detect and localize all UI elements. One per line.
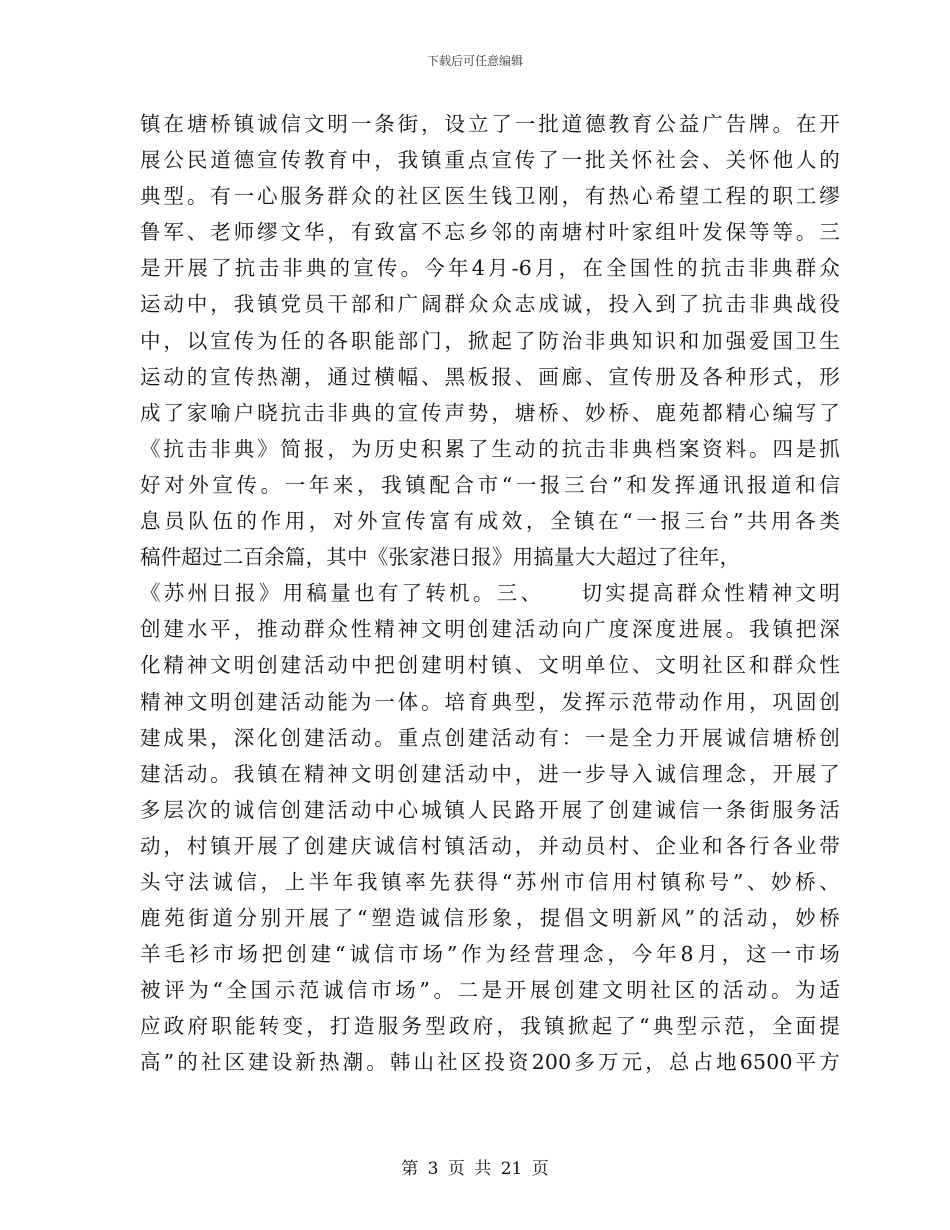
text-line: 运动的宣传热潮，通过横幅、黑板报、画廊、宣传册及各种形式，形 (140, 364, 840, 389)
page-number-footer: 第 3 页 共 21 页 (401, 1159, 549, 1179)
text-line: 《苏州日报》用稿量也有了转机。三、 切实提高群众性精神文明 (140, 581, 840, 606)
text-line: 运动中，我镇党员干部和广阔群众众志成诚，投入到了抗击非典战役 (140, 292, 840, 317)
text-line: 中，以宣传为任的各职能部门，掀起了防治非典知识和加强爱国卫生 (140, 328, 840, 353)
text-line: 成了家喻户晓抗击非典的宣传声势，塘桥、妙桥、鹿苑都精心编写了 (140, 400, 840, 425)
text-line: 头守法诚信，上半年我镇率先获得“苏州市信用村镇称号”、妙桥、 (140, 869, 840, 894)
page-header: 下载后可任意编辑 (426, 54, 523, 68)
text-line: 精神文明创建活动能为一体。培育典型，发挥示范带动作用，巩固创 (140, 689, 840, 714)
text-line: 建成果，深化创建活动。重点创建活动有：一是全力开展诚信塘桥创 (140, 725, 840, 750)
text-line: 动，村镇开展了创建庆诚信村镇活动，并动员村、企业和各行各业带 (140, 833, 840, 858)
text-line: 化精神文明创建活动中把创建明村镇、文明单位、文明社区和群众性 (140, 653, 840, 678)
text-line: 被评为“全国示范诚信市场”。二是开展创建文明社区的活动。为适 (140, 978, 840, 1003)
text-line: 创建水平，推动群众性精神文明创建活动向广度深度进展。我镇把深 (140, 617, 840, 642)
text-line: 建活动。我镇在精神文明创建活动中，进一步导入诚信理念，开展了 (140, 761, 840, 786)
text-line: 好对外宣传。一年来，我镇配合市“一报三台”和发挥通讯报道和信 (140, 472, 840, 497)
text-line: 展公民道德宣传教育中，我镇重点宣传了一批关怀社会、关怀他人的 (140, 148, 840, 173)
text-line: 是开展了抗击非典的宣传。今年4月-6月，在全国性的抗击非典群众 (140, 256, 840, 281)
text-line: 稿件超过二百余篇，其中《张家港日报》用搞量大大超过了往年， (140, 545, 741, 570)
text-line: 鲁军、老师缪文华，有致富不忘乡邻的南塘村叶家组叶发保等等。三 (140, 220, 840, 245)
text-line: 镇在塘桥镇诚信文明一条街，设立了一批道德教育公益广告牌。在开 (140, 112, 840, 136)
text-line: 多层次的诚信创建活动中心城镇人民路开展了创建诚信一条街服务活 (140, 797, 840, 822)
text-line: 典型。有一心服务群众的社区医生钱卫刚，有热心希望工程的职工缪 (140, 184, 840, 209)
text-line: 应政府职能转变，打造服务型政府，我镇掀起了“典型示范，全面提 (140, 1014, 840, 1039)
text-line: 羊毛衫市场把创建“诚信市场”作为经营理念，今年8月，这一市场 (140, 942, 840, 967)
text-line: 鹿苑街道分别开展了“塑造诚信形象，提倡文明新风”的活动，妙桥 (140, 906, 840, 931)
text-line: 高”的社区建设新热潮。韩山社区投资200多万元，总占地6500平方 (140, 1050, 840, 1075)
document-body (140, 106, 840, 1081)
text-line: 息员队伍的作用，对外宣传富有成效，全镇在“一报三台”共用各类 (140, 509, 840, 534)
text-line: 《抗击非典》简报，为历史积累了生动的抗击非典档案资料。四是抓 (140, 436, 840, 461)
